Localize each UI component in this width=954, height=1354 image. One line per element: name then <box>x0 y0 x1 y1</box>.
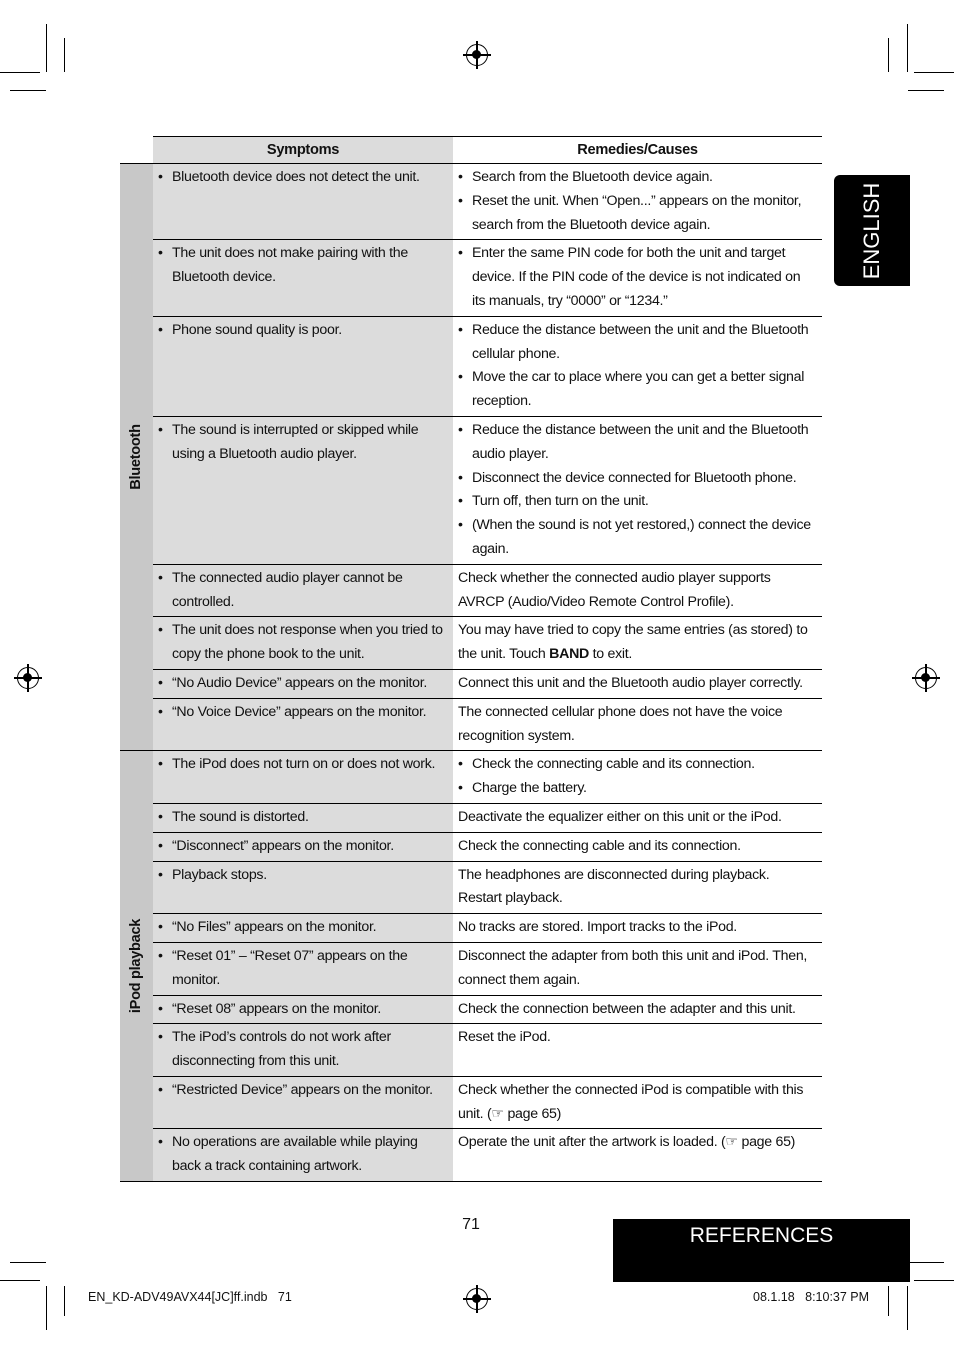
section-label: REFERENCES <box>689 1224 834 1247</box>
remedy-item: • Charge the battery. <box>458 777 816 801</box>
category-cell <box>120 751 153 1182</box>
table-row <box>120 240 822 316</box>
symptom-text: • “No Voice Device” appears on the monitor. <box>158 701 447 725</box>
language-tab-label: ENGLISH <box>859 182 884 279</box>
table-row <box>120 416 822 564</box>
registration-mark-icon <box>915 667 937 689</box>
symptom-text: • The iPod does not turn on or does not work. <box>158 753 447 777</box>
remedy-cell <box>453 316 822 416</box>
remedy-item: • Reset the unit. When “Open...” appears on the monitor, search from the Bluetooth device again. <box>458 190 816 238</box>
symptom-cell <box>153 698 453 751</box>
crop-mark <box>10 90 46 91</box>
remedies-header: Remedies/Causes <box>453 137 822 164</box>
crop-mark <box>907 24 908 72</box>
remedy-cell <box>453 564 822 617</box>
symptom-cell <box>153 914 453 943</box>
remedy-item: • Search from the Bluetooth device again. <box>458 166 816 190</box>
table-row <box>120 669 822 698</box>
symptom-text: • “No Files” appears on the monitor. <box>158 916 447 940</box>
symptom-cell <box>153 1129 453 1182</box>
symptom-cell <box>153 751 453 804</box>
crop-mark <box>914 1280 954 1281</box>
crop-mark <box>64 1286 65 1316</box>
remedy-text: The headphones are disconnected during playback. Restart playback. <box>458 866 770 907</box>
crop-mark <box>914 72 954 73</box>
symptom-text: • The sound is interrupted or skipped while using a Bluetooth audio player. <box>158 419 447 467</box>
remedy-cell <box>453 617 822 670</box>
symptom-cell <box>153 564 453 617</box>
symptom-cell <box>153 240 453 316</box>
category-label: iPod playback <box>127 919 144 1014</box>
header-spacer <box>120 137 153 164</box>
remedy-cell <box>453 1024 822 1077</box>
table-row <box>120 1129 822 1182</box>
symptom-cell <box>153 803 453 832</box>
registration-mark-icon <box>466 44 488 66</box>
crop-mark <box>46 24 47 72</box>
category-cell <box>120 164 153 751</box>
registration-mark-icon <box>17 667 39 689</box>
table-row <box>120 1076 822 1129</box>
symptom-text: • The sound is distorted. <box>158 806 447 830</box>
remedy-item: • Reduce the distance between the unit and the Bluetooth audio player. <box>458 419 816 467</box>
remedy-text <box>458 619 816 667</box>
remedy-cell <box>453 416 822 564</box>
symptom-text: • The iPod’s controls do not work after disconnecting from this unit. <box>158 1026 447 1074</box>
table-row <box>120 564 822 617</box>
footer-file-name: EN_KD-ADV49AVX44[JC]ff.indb 71 <box>88 1290 292 1304</box>
remedy-item: • Check the connecting cable and its connection. <box>458 753 816 777</box>
crop-mark <box>907 1286 908 1330</box>
remedy-text: Check whether the connected iPod is compatible with this unit. (☞ page 65) <box>458 1081 804 1122</box>
table-header-row <box>120 137 822 164</box>
remedy-text: Check the connecting cable and its connection. <box>458 837 741 854</box>
remedy-text: The connected cellular phone does not have the voice recognition system. <box>458 703 783 744</box>
category-label: Bluetooth <box>127 424 144 490</box>
remedy-cell <box>453 1129 822 1182</box>
symptom-text: • “Reset 01” – “Reset 07” appears on the monitor. <box>158 945 447 993</box>
crop-mark <box>0 1280 40 1281</box>
remedy-text: Operate the unit after the artwork is loaded. (☞ page 65) <box>458 1134 796 1151</box>
remedy-text: Check the connection between the adapter and this unit. <box>458 1000 796 1017</box>
table-row <box>120 803 822 832</box>
remedy-text: No tracks are stored. Import tracks to the iPod. <box>458 919 737 936</box>
symptom-cell <box>153 416 453 564</box>
table-row <box>120 698 822 751</box>
symptom-cell <box>153 995 453 1024</box>
table-row <box>120 942 822 995</box>
table-row <box>120 316 822 416</box>
symptoms-header: Symptoms <box>153 137 453 164</box>
symptom-cell <box>153 1024 453 1077</box>
remedy-text: Deactivate the equalizer either on this unit or the iPod. <box>458 808 782 825</box>
remedy-text: Reset the iPod. <box>458 1029 551 1046</box>
symptom-text: • Bluetooth device does not detect the unit. <box>158 166 447 190</box>
symptom-cell <box>153 861 453 914</box>
symptom-cell <box>153 617 453 670</box>
symptom-text: • Phone sound quality is poor. <box>158 319 447 343</box>
crop-mark <box>908 1262 944 1263</box>
remedy-cell <box>453 751 822 804</box>
symptom-text: • The unit does not response when you tried to copy the phone book to the unit. <box>158 619 447 667</box>
band-button-label: BAND <box>549 646 589 663</box>
symptom-text: • “Restricted Device” appears on the monitor. <box>158 1079 447 1103</box>
table-row <box>120 617 822 670</box>
crop-mark <box>10 1262 46 1263</box>
remedy-cell <box>453 164 822 240</box>
crop-mark <box>888 1286 889 1316</box>
crop-mark <box>908 90 944 91</box>
symptom-text: • “No Audio Device” appears on the monitor. <box>158 672 447 696</box>
symptom-cell <box>153 942 453 995</box>
crop-mark <box>0 72 40 73</box>
table-row <box>120 164 822 240</box>
remedy-cell <box>453 1076 822 1129</box>
remedy-item: • Move the car to place where you can get a better signal reception. <box>458 366 816 414</box>
symptom-text: • “Disconnect” appears on the monitor. <box>158 835 447 859</box>
section-label-box <box>613 1219 910 1282</box>
symptom-cell <box>153 316 453 416</box>
symptom-cell <box>153 1076 453 1129</box>
remedy-cell <box>453 942 822 995</box>
remedy-text-part: to exit. <box>588 646 633 663</box>
table-row <box>120 751 822 804</box>
symptom-cell <box>153 669 453 698</box>
symptom-cell <box>153 164 453 240</box>
remedy-cell <box>453 669 822 698</box>
remedy-item: • Enter the same PIN code for both the unit and target device. If the PIN code of the device is not indicated on its manuals, try “0000” or “1234.” <box>458 242 816 313</box>
remedy-text: Connect this unit and the Bluetooth audio player correctly. <box>458 674 803 691</box>
remedy-item: • Disconnect the device connected for Bluetooth phone. <box>458 467 816 491</box>
footer-date: 08.1.18 8:10:37 PM <box>753 1290 870 1304</box>
remedy-text: Disconnect the adapter from both this unit and iPod. Then, connect them again. <box>458 947 808 988</box>
table-row <box>120 1024 822 1077</box>
table-row <box>120 832 822 861</box>
symptom-text: • No operations are available while playing back a track containing artwork. <box>158 1131 447 1179</box>
language-tab <box>834 175 910 286</box>
crop-mark <box>64 38 65 72</box>
remedy-text: Check whether the connected audio player supports AVRCP (Audio/Video Remote Control Profile). <box>458 569 771 610</box>
crop-mark <box>46 1286 47 1330</box>
remedy-cell <box>453 698 822 751</box>
symptom-text: • The unit does not make pairing with the Bluetooth device. <box>158 242 447 290</box>
symptom-text: • Playback stops. <box>158 864 447 888</box>
table-body <box>120 164 822 1182</box>
remedy-cell <box>453 914 822 943</box>
registration-mark-icon <box>466 1288 488 1310</box>
remedy-cell <box>453 240 822 316</box>
remedy-item: • (When the sound is not yet restored,) connect the device again. <box>458 514 816 562</box>
page-number: 71 <box>462 1216 480 1233</box>
remedy-item: • Turn off, then turn on the unit. <box>458 490 816 514</box>
remedy-cell <box>453 832 822 861</box>
crop-mark <box>888 38 889 72</box>
remedy-cell <box>453 995 822 1024</box>
remedy-text-part: You may have tried to copy the same entries (as stored) to the unit. Touch <box>458 622 808 663</box>
symptom-text: • “Reset 08” appears on the monitor. <box>158 998 447 1022</box>
remedy-item: • Reduce the distance between the unit and the Bluetooth cellular phone. <box>458 319 816 367</box>
symptom-text: • The connected audio player cannot be controlled. <box>158 567 447 615</box>
table-row <box>120 861 822 914</box>
table-row <box>120 914 822 943</box>
troubleshooting-table <box>120 136 822 1182</box>
symptom-cell <box>153 832 453 861</box>
table-row <box>120 995 822 1024</box>
remedy-cell <box>453 861 822 914</box>
remedy-cell <box>453 803 822 832</box>
